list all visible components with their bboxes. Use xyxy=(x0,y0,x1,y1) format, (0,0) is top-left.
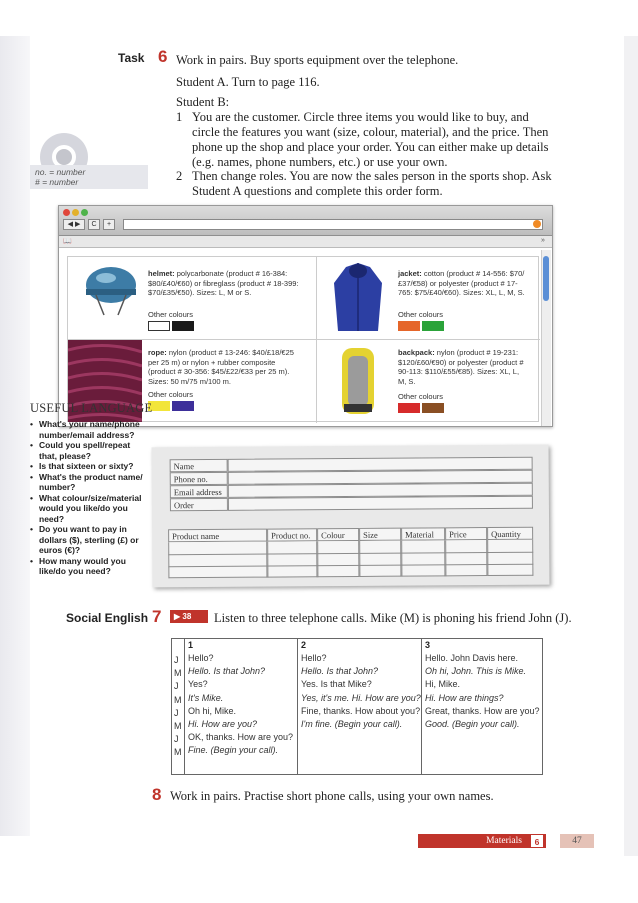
list-item: • What's the product name/ number? xyxy=(30,472,148,493)
column-product-name: Product name xyxy=(168,529,267,543)
helmet-swatch-white[interactable] xyxy=(148,321,170,331)
exercise-7-number: 7 xyxy=(152,607,162,626)
speaker-column: J M J M J M J M xyxy=(172,639,185,774)
backpack-image xyxy=(330,342,386,420)
step2-number: 2 xyxy=(176,169,183,183)
form-label-order: Order xyxy=(170,498,228,511)
backpack-other-colours: Other colours xyxy=(398,392,444,401)
column-product-no: Product no. xyxy=(267,528,317,541)
task-number: 6 xyxy=(158,47,168,66)
bookmarks-icon[interactable]: 📖 xyxy=(63,238,72,245)
footer-unit-number: 6 xyxy=(530,834,544,848)
zoom-dot-icon[interactable] xyxy=(81,209,88,216)
column-price: Price xyxy=(445,527,487,540)
exercise-8-text: Work in pairs. Practise short phone calls, using your own names. xyxy=(170,789,494,803)
more-chevron-icon[interactable]: » xyxy=(541,237,545,244)
form-label-name: Name xyxy=(170,459,228,472)
helmet-image xyxy=(82,263,140,323)
backpack-swatch-red[interactable] xyxy=(398,403,420,413)
rope-description: rope: nylon (product # 13-246: $40/£18/€25 per 25 m) or nylon + rubber composite (product # 30-356: $45/£22/€33 per 25 m). Sizes: 50 m/75 m/100 m. xyxy=(148,348,294,386)
rope-swatch-purple[interactable] xyxy=(172,401,194,411)
browser-window xyxy=(58,205,553,427)
order-rows[interactable] xyxy=(168,540,533,579)
exercise-7-instruction: Listen to three telephone calls. Mike (M) is phoning his friend John (J). xyxy=(214,611,572,625)
column-quantity: Quantity xyxy=(487,527,533,540)
minimize-dot-icon[interactable] xyxy=(72,209,79,216)
abbreviation-note: no. = number # = number xyxy=(30,165,148,189)
jacket-swatch-green[interactable] xyxy=(422,321,444,331)
jacket-other-colours: Other colours xyxy=(398,310,444,319)
helmet-other-colours: Other colours xyxy=(148,310,194,319)
helmet-description: helmet: polycarbonate (product # 16-384: $80/£40/€60) or fibreglass (product # 18-399: $70/£35/€50). Sizes: L, M or S. xyxy=(148,269,299,297)
step1-number: 1 xyxy=(176,110,183,124)
form-label-phone: Phone no. xyxy=(170,472,228,485)
jacket-description: jacket: cotton (product # 14-556: $70/ £37/€58) or polyester (product # 17- 765: $75/£40/€60). Sizes: XL, L, M, S. xyxy=(398,269,525,297)
step1-text: You are the customer. Circle three items you would like to buy, and circle the features you want (size, colour, material), and the price. Then phone up the shop and place your order. You can either make up details (e.g. names, phone numbers, etc.) or use your own. xyxy=(192,110,549,169)
jacket-swatch-orange[interactable] xyxy=(398,321,420,331)
order-form xyxy=(152,445,550,588)
close-dot-icon[interactable] xyxy=(63,209,70,216)
rss-icon[interactable] xyxy=(533,220,541,228)
social-english-label: Social English xyxy=(66,611,149,625)
list-item: • Could you spell/repeat that, please? xyxy=(30,440,148,461)
dialogue-table xyxy=(171,638,543,775)
product-grid xyxy=(67,256,539,422)
list-item: • What colour/size/material would you like/do you need? xyxy=(30,493,148,525)
column-material: Material xyxy=(401,527,445,540)
scrollbar-thumb[interactable] xyxy=(543,256,549,301)
divider xyxy=(316,257,317,423)
rope-other-colours: Other colours xyxy=(148,390,194,399)
list-item-continuation: • Is that sixteen or sixty? xyxy=(30,461,148,472)
order-field[interactable] xyxy=(228,496,533,511)
backpack-description: backpack: nylon (product # 19-231: $120/£60/€90) or polyester (product # 90-113: $110/£55/€85). Sizes: XL, L, M, S. xyxy=(398,348,524,386)
exercise-8-number: 8 xyxy=(152,785,162,804)
column-colour: Colour xyxy=(317,528,359,541)
url-bar[interactable] xyxy=(123,219,543,230)
backpack-swatch-brown[interactable] xyxy=(422,403,444,413)
browser-toolbar xyxy=(59,206,552,236)
task-intro: Work in pairs. Buy sports equipment over the telephone. xyxy=(176,53,459,67)
dialogue-column-2: 2 Hello? Hello. Is that John? Yes. Is that Mike? Yes, it's me. Hi. How are you? Fine, thanks. How about you? I'm fine. (Begin your call). xyxy=(298,639,422,774)
list-item: • What's your name/phone number/email address? xyxy=(30,419,148,440)
step2-text: Then change roles. You are now the sales person in the sports shop. Ask Student A questions and complete this order form. xyxy=(192,169,552,198)
useful-language-list xyxy=(30,419,148,577)
left-margin xyxy=(0,36,30,836)
form-label-email: Email address xyxy=(170,485,228,498)
footer-section: Materials xyxy=(418,834,546,848)
list-item: • Do you want to pay in dollars ($), sterling (£) or euros (€)? xyxy=(30,524,148,556)
audio-track-badge[interactable]: ▶ 38 xyxy=(170,610,208,623)
task-label: Task xyxy=(118,51,145,65)
list-item: • How many would you like/do you need? xyxy=(30,556,148,577)
dialogue-column-3: 3 Hello. John Davis here. Oh hi, John. This is Mike. Hi, Mike. Hi. How are things? Great, thanks. How are you? Good. (Begin your call). xyxy=(425,640,540,730)
back-forward-button[interactable]: ◀ ▶ xyxy=(63,219,85,230)
column-size: Size xyxy=(359,528,401,541)
jacket-image xyxy=(330,261,386,337)
add-tab-button[interactable]: + xyxy=(103,219,115,230)
student-b-text: Student B: xyxy=(176,95,230,109)
reload-button[interactable]: C xyxy=(88,219,100,230)
useful-language-title: USEFUL LANGUAGE xyxy=(30,401,153,415)
bookmarks-bar xyxy=(59,236,552,248)
dialogue-column-1: 1 Hello? Hello. Is that John? Yes? It's Mike. Oh hi, Mike. Hi. How are you? OK, thanks. How are you? Fine. (Begin your call). xyxy=(185,639,298,774)
page-number: 47 xyxy=(560,834,594,848)
helmet-swatch-black[interactable] xyxy=(172,321,194,331)
student-a-text: Student A. Turn to page 116. xyxy=(176,75,320,89)
right-margin xyxy=(624,36,638,856)
